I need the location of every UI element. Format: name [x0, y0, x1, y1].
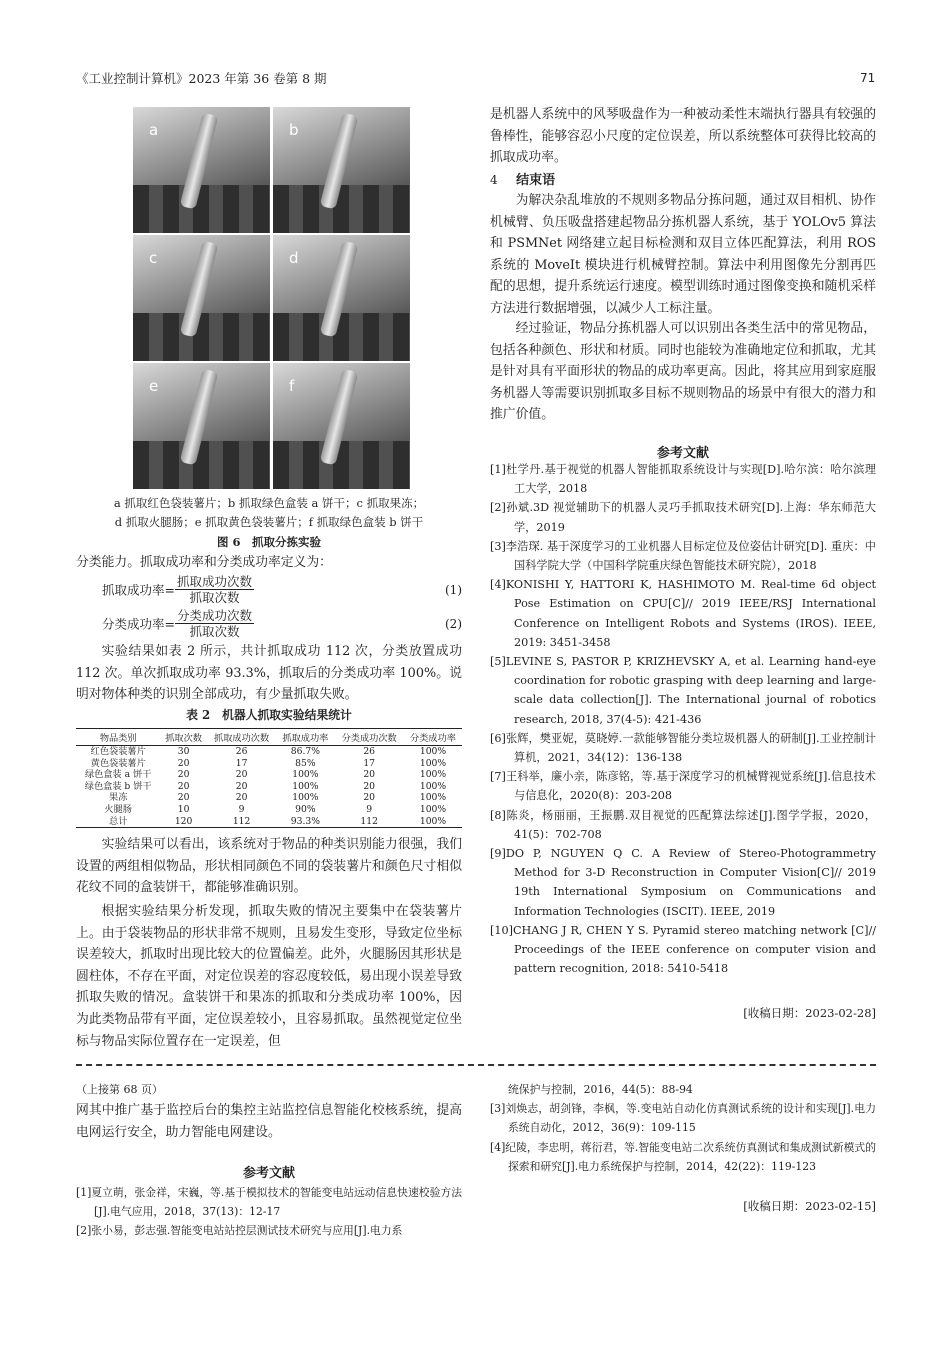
- equation-lhs: 分类成功率=: [102, 616, 175, 632]
- reference-item: [3]李浩琛. 基于深度学习的工业机器人目标定位及位姿估计研究[D]. 重庆：中国科学院大学（中国科学院重庆绿色智能技术研究院），2018: [490, 539, 876, 573]
- paragraph-analysis-1: 实验结果可以看出，该系统对于物品的种类识别能力很强，我们设置的两组相似物品，形状相同颜色不同的袋装薯片和颜色尺寸相似花纹不同的盒装饼干，都能够准确识别。: [76, 837, 462, 896]
- figure-title: 图 6 抓取分拣实验: [216, 535, 321, 549]
- table-cell: 绿色盒装 b 饼干: [84, 780, 152, 792]
- table-cell: 112: [207, 816, 277, 828]
- table-row: [76, 769, 462, 781]
- column-header: 抓取成功次数: [207, 729, 277, 746]
- panel-label: a: [149, 121, 159, 139]
- equation-2: [102, 608, 462, 642]
- reference-item: [7]王科举，廉小亲，陈彦铭，等.基于深度学习的机械臂视觉系统[J].信息技术与信息化，2020(8)：203-208: [490, 770, 876, 803]
- bottom-reference-list-right: [490, 1080, 876, 1176]
- reference-item: [4]KONISHI Y, HATTORI K, HASHIMOTO M. Real-time 6d object Pose Estimation on CPU[C]// 2019 IEEE/RSJ International Conference on Intelligent Robots and Systems (IROS). IEEE, 2019: 3451-3458: [490, 578, 876, 649]
- column-header: 分类成功次数: [334, 729, 404, 746]
- continued-from-note: （上接第 68 页）: [76, 1083, 163, 1096]
- reference-item: [3]刘焕志，胡剑锋，李枫，等.变电站自动化仿真测试系统的设计和实现[J].电力系统自动化，2012，36(9)：109-115: [490, 1102, 876, 1135]
- table-cell: 93.3%: [276, 816, 334, 828]
- paragraph-results: 实验结果如表 2 所示，共计抓取成功 112 次，分类放置成功 112 次。单次抓取成功率 93.3%，抓取后的分类成功率 100%。说明对物体种类的识别全部成功，有少量抓取失败。: [76, 644, 462, 703]
- table-cell: 绿色盒装 a 饼干: [84, 769, 152, 781]
- reference-list: [490, 460, 876, 978]
- table-cell: 20: [235, 769, 248, 781]
- table-cell: 9: [238, 803, 245, 815]
- equation-number: (1): [445, 583, 462, 597]
- table-row: [76, 781, 462, 793]
- journal-header: 《工业控制计算机》2023 年第 36 卷第 8 期: [76, 71, 327, 86]
- table-cell: 86.7%: [290, 746, 320, 757]
- column-header: 抓取成功率: [276, 729, 334, 746]
- figure-caption-line1: a 抓取红色袋装薯片；b 抓取绿色盒装 a 饼干；c 抓取果冻；: [113, 496, 425, 510]
- section-4-heading: [490, 169, 555, 188]
- table-cell: 26: [363, 746, 376, 757]
- table-title: 表 2 机器人抓取实验结果统计: [186, 708, 352, 722]
- bottom-references-title: 参考文献: [242, 1166, 295, 1181]
- table-row: [76, 792, 462, 804]
- table-cell: 100%: [419, 757, 447, 769]
- paragraph-conclusion-1: 为解决杂乱堆放的不规则多物品分拣问题，通过双目相机、协作机械臂、负压吸盘搭建起物品分拣机器人系统，基于 YOLOv5 算法和 PSMNet 网络建立起目标检测和双目立体匹配算法，利用 ROS 系统的 MoveIt 模块进行机械臂控制。算法中利用图像先分割再匹配的思想，提升系统运行速度。模型训练时通过图像变换和随机采样方法进行数据增强，以减少人工标注量。: [490, 193, 876, 316]
- table-cell: 17: [363, 757, 376, 769]
- reference-item: [1]杜学丹.基于视觉的机器人智能抓取系统设计与实现[D].哈尔滨：哈尔滨理工大学，2018: [490, 463, 876, 496]
- table-cell: 红色袋装薯片: [90, 746, 146, 757]
- table-cell: 10: [177, 803, 190, 815]
- figure-6-photos: [133, 107, 410, 489]
- reference-item: [8]陈炎，杨丽丽，王振鹏.双目视觉的匹配算法综述[J].图学学报，2020，41(5)：702-708: [490, 808, 876, 841]
- references-title: 参考文献: [656, 446, 709, 461]
- column-header: 抓取次数: [160, 729, 206, 746]
- panel-label: c: [149, 249, 158, 267]
- table-cell: 20: [363, 792, 376, 804]
- table-cell: 20: [363, 780, 376, 792]
- table-cell: 100%: [292, 769, 319, 781]
- bottom-reference-list-left: [76, 1183, 462, 1241]
- reference-item: [2]孙斌.3D 视觉辅助下的机器人灵巧手抓取技术研究[D].上海：华东师范大学，2019: [490, 501, 876, 534]
- table-header-row: [76, 729, 462, 746]
- photo-panel-f: [273, 363, 410, 489]
- table-cell: 20: [177, 769, 190, 781]
- table-cell: 黄色袋装薯片: [90, 757, 146, 769]
- denominator: 抓取次数: [189, 590, 240, 605]
- numerator: 分类成功次数: [176, 608, 252, 623]
- denominator: 抓取次数: [189, 624, 240, 639]
- panel-label: b: [289, 121, 299, 139]
- section-title: 结束语: [516, 173, 556, 188]
- panel-label: d: [289, 249, 299, 267]
- table-cell: 9: [366, 803, 373, 815]
- table-cell: 112: [334, 816, 404, 828]
- panel-label: e: [149, 377, 159, 395]
- table-cell: 85%: [295, 757, 316, 769]
- photo-panel-c: [133, 235, 270, 361]
- fraction: [175, 608, 254, 639]
- results-table: [76, 728, 462, 828]
- photo-panel-b: [273, 107, 410, 233]
- table-row-total: [76, 816, 462, 828]
- equation-1: [102, 574, 462, 608]
- table-cell: 100%: [292, 792, 319, 804]
- reference-item: [10]CHANG J R, CHEN Y S. Pyramid stereo matching network [C]// Proceedings of the IEEE conference on computer vision and pattern recognition, 2018: 5410-5418: [490, 923, 876, 976]
- table-cell: 100%: [404, 816, 462, 828]
- table-cell: 火腿肠: [104, 803, 132, 815]
- table-cell: 20: [235, 792, 248, 804]
- column-header: 物品类别: [76, 729, 160, 746]
- table-cell: 17: [235, 757, 248, 769]
- photo-panel-a: [133, 107, 270, 233]
- table-row: [76, 758, 462, 770]
- table-cell: 20: [363, 769, 376, 781]
- article-separator: [76, 1064, 876, 1066]
- section-number: 4: [490, 173, 498, 187]
- table-cell: 20: [177, 757, 190, 769]
- photo-panel-d: [273, 235, 410, 361]
- table-row: [76, 804, 462, 816]
- paragraph-bottom: 网其中推广基于监控后台的集控主站监控信息智能化校核系统，提高电网运行安全，助力智能电网建设。: [76, 1103, 462, 1140]
- fraction: [175, 574, 254, 605]
- table-row: [76, 746, 462, 758]
- table-cell: 90%: [295, 803, 316, 815]
- reference-item: [6]张辉，樊亚妮，莫晓婷.一款能够智能分类垃圾机器人的研制[J].工业控制计算机，2021，34(12)：136-138: [490, 731, 876, 765]
- table-cell: 20: [235, 780, 248, 792]
- page-number: 71: [860, 71, 876, 85]
- equation-number: (2): [445, 617, 462, 631]
- table-cell: 果冻: [109, 792, 128, 804]
- table-cell: 120: [160, 816, 206, 828]
- reference-item: [4]纪陵，李忠明，蒋衍君，等.智能变电站二次系统仿真测试和集成测试新模式的探索和研究[J].电力系统保护与控制，2014，42(22)：119-123: [490, 1140, 876, 1173]
- paragraph-conclusion-2: 经过验证，物品分拣机器人可以识别出各类生活中的常见物品，包括各种颜色、形状和材质。同时也能较为准确地定位和抓取，尤其是针对具有平面形状的物品的成功率更高。因此，将其应用到家庭服务机器人等需要识别抓取多目标不规则物品的场景中有很大的潜力和推广价值。: [490, 321, 876, 423]
- received-date: [收稿日期：2023-02-28]: [743, 1006, 876, 1020]
- bottom-received-date: [收稿日期：2023-02-15]: [743, 1199, 876, 1213]
- table-cell: 100%: [419, 792, 447, 804]
- figure-caption-line2: d 抓取火腿肠；e 抓取黄色袋装薯片；f 抓取绿色盒装 b 饼干: [114, 515, 424, 529]
- panel-label: f: [289, 377, 295, 395]
- paragraph-intro: 分类能力。抓取成功率和分类成功率定义为：: [76, 555, 332, 570]
- reference-item: [9]DO P, NGUYEN Q C. A Review of Stereo-Photogrammetry Method for 3-D Reconstruction in Computer Vision[C]// 2019 19th International Symposium on Communications and Information Technologies (ISCIT). IEEE, 2019: [490, 847, 876, 918]
- numerator: 抓取成功次数: [176, 574, 252, 589]
- paragraph-continued: 是机器人系统中的风琴吸盘作为一种被动柔性末端执行器具有较强的鲁棒性，能够容忍小尺度的定位误差，所以系统整体可获得比较高的抓取成功率。: [490, 107, 876, 166]
- reference-item: [1]夏立萌，张金祥，宋巍，等.基于模拟技术的智能变电站远动信息快速校验方法[J].电气应用，2018，37(13)：12-17: [76, 1186, 462, 1219]
- reference-item: [2]张小易，彭志强.智能变电站站控层测试技术研究与应用[J].电力系: [76, 1224, 403, 1238]
- table-cell: 100%: [292, 780, 319, 792]
- reference-item: [5]LEVINE S, PASTOR P, KRIZHEVSKY A, et al. Learning hand-eye coordination for robotic grasping with deep learning and large-scale data collection[J]. The International journal of robotics research, 2018, 37(4-5): 421-436: [490, 655, 876, 726]
- table-cell: 26: [235, 746, 248, 757]
- table-cell: 20: [177, 792, 190, 804]
- table-cell: 总计: [76, 816, 160, 828]
- paragraph-analysis-2: 根据实验结果分析发现，抓取失败的情况主要集中在袋装薯片上。由于袋装物品的形状非常不规则，且易发生变形，导致定位坐标误差较大，抓取时出现比较大的位置偏差。此外，火腿肠因其形状是圆柱体，不存在平面，对定位误差的容忍度较低，易出现小误差导致抓取失败的情况。盒装饼干和果冻的抓取和分类成功率 100%，因为此类物品带有平面，定位误差较小，且容易抓取。虽然视觉定位坐标与物品实际位置存在一定误差，但: [76, 904, 462, 1049]
- reference-continuation: 统保护与控制，2016，44(5)：88-94: [508, 1083, 693, 1096]
- table-cell: 100%: [419, 803, 447, 815]
- table-cell: 100%: [419, 769, 447, 781]
- table-cell: 20: [177, 780, 190, 792]
- equation-lhs: 抓取成功率=: [102, 582, 175, 598]
- table-cell: 30: [177, 746, 190, 757]
- column-header: 分类成功率: [404, 729, 462, 746]
- table-cell: 100%: [419, 780, 447, 792]
- table-cell: 100%: [419, 746, 447, 757]
- photo-panel-e: [133, 363, 270, 489]
